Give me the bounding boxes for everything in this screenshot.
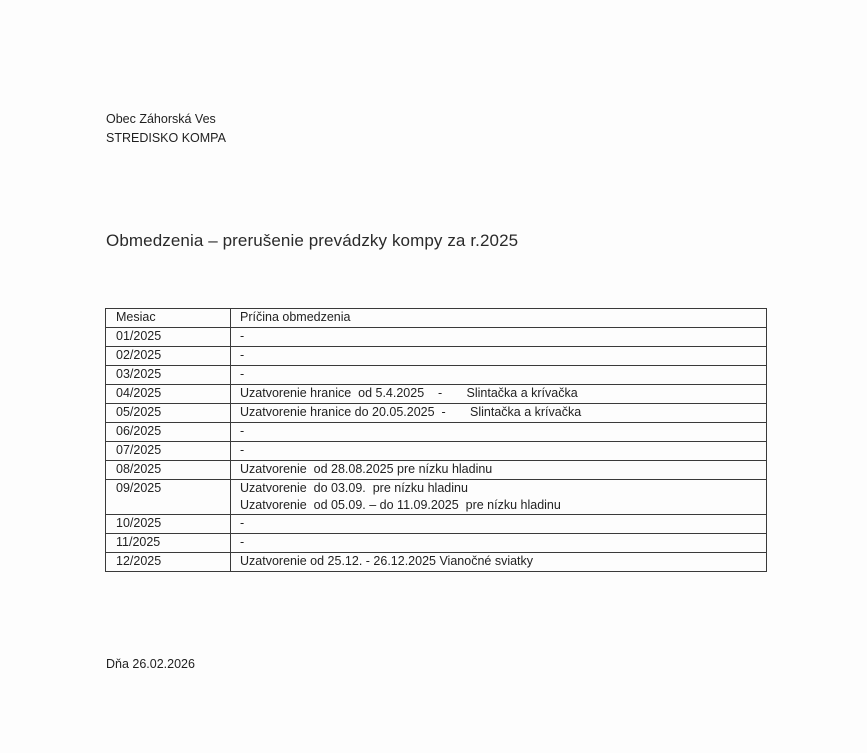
document-date: Dňa 26.02.2026	[106, 657, 195, 671]
municipality-name: Obec Záhorská Ves	[106, 112, 216, 126]
table-row	[106, 553, 767, 572]
restrictions-table	[105, 308, 767, 572]
table-row	[106, 461, 767, 480]
reason-cell	[231, 328, 767, 347]
table-row	[106, 404, 767, 423]
reason-cell	[231, 534, 767, 553]
reason-text: Uzatvorenie od 28.08.2025 pre nízku hladinu	[240, 462, 493, 476]
reason-cell	[231, 366, 767, 385]
reason-text: -	[240, 424, 245, 438]
document-title: Obmedzenia – prerušenie prevádzky kompy za r.2025	[106, 231, 519, 250]
department-name: STREDISKO KOMPA	[106, 131, 226, 145]
month-cell: 10/2025	[106, 515, 231, 534]
reason-cell	[231, 461, 767, 480]
reason-cell	[231, 480, 767, 515]
month-cell: 04/2025	[106, 385, 231, 404]
table-row	[106, 534, 767, 553]
reason-text: Uzatvorenie od 05.09. – do 11.09.2025 pre nízku hladinu	[240, 498, 561, 512]
month-cell: 08/2025	[106, 461, 231, 480]
month-cell: 06/2025	[106, 423, 231, 442]
reason-cell	[231, 404, 767, 423]
reason-text: -	[240, 367, 245, 381]
table-row	[106, 442, 767, 461]
month-cell: 01/2025	[106, 328, 231, 347]
reason-cell	[231, 423, 767, 442]
month-cell: 05/2025	[106, 404, 231, 423]
month-cell: 03/2025	[106, 366, 231, 385]
reason-text: -	[240, 535, 245, 549]
month-cell: 02/2025	[106, 347, 231, 366]
reason-text: Uzatvorenie hranice do 20.05.2025 - Slintačka a krívačka	[240, 405, 582, 419]
table-header-row	[106, 309, 767, 328]
column-header-reason: Príčina obmedzenia	[231, 309, 767, 328]
month-cell: 09/2025	[106, 480, 231, 515]
reason-cell	[231, 553, 767, 572]
table-row	[106, 480, 767, 515]
table-row	[106, 328, 767, 347]
table-row	[106, 515, 767, 534]
reason-cell	[231, 442, 767, 461]
reason-text: -	[240, 516, 245, 530]
reason-text: Uzatvorenie od 25.12. - 26.12.2025 Vianočné sviatky	[240, 554, 534, 568]
reason-cell	[231, 347, 767, 366]
reason-text: Uzatvorenie hranice od 5.4.2025 - Slintačka a krívačka	[240, 386, 578, 400]
reason-text: -	[240, 443, 245, 457]
letterhead	[106, 110, 226, 148]
reason-cell	[231, 515, 767, 534]
month-cell: 12/2025	[106, 553, 231, 572]
reason-text: Uzatvorenie do 03.09. pre nízku hladinu	[240, 481, 468, 495]
column-header-month: Mesiac	[106, 309, 231, 328]
month-cell: 11/2025	[106, 534, 231, 553]
table-row	[106, 423, 767, 442]
reason-text: -	[240, 329, 245, 343]
table-row	[106, 385, 767, 404]
table-row	[106, 347, 767, 366]
month-cell: 07/2025	[106, 442, 231, 461]
reason-text: -	[240, 348, 245, 362]
table-row	[106, 366, 767, 385]
table-body	[106, 328, 767, 572]
reason-cell	[231, 385, 767, 404]
